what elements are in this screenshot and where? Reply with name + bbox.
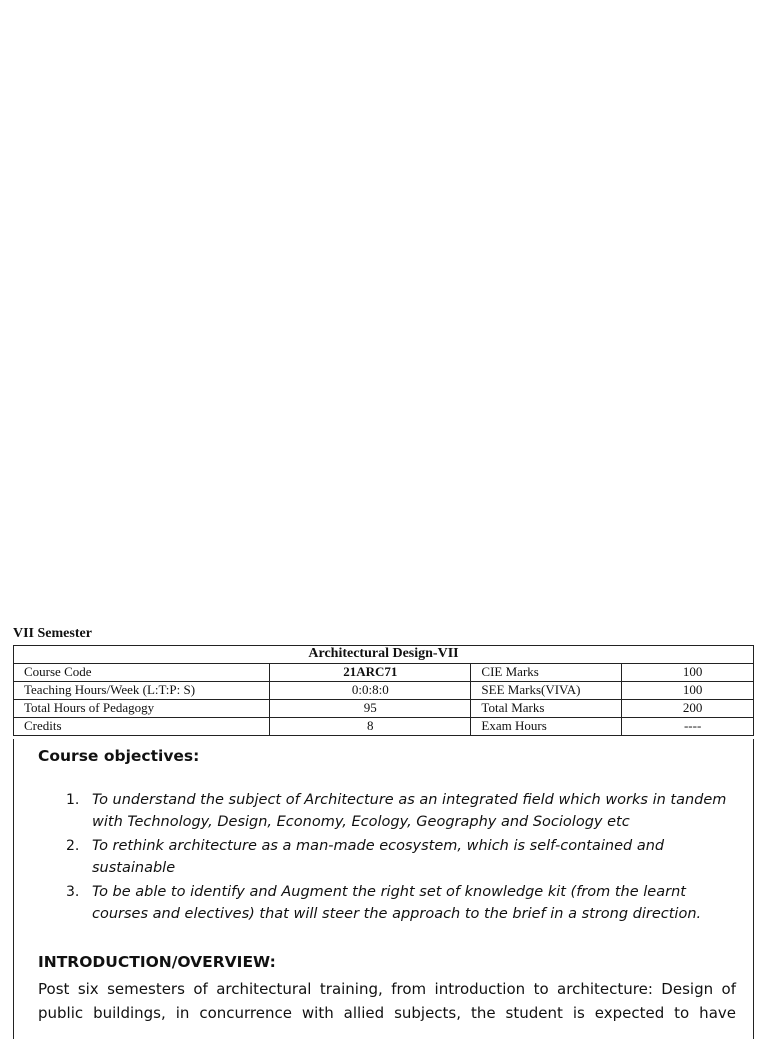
list-item-number: 3.: [66, 884, 80, 900]
table-cell-label: CIE Marks: [471, 664, 622, 682]
table-row: [14, 700, 754, 718]
table-cell-value: ----: [622, 718, 754, 736]
list-item-number: 2.: [66, 838, 80, 854]
table-cell-value: 8: [270, 718, 471, 736]
table-row: [14, 718, 754, 736]
introduction-heading: INTRODUCTION/OVERVIEW:: [38, 953, 276, 971]
introduction-text: Post six semesters of architectural training, from introduction to architecture: Design of public buildings, in concurrence with allied subjects, the student is expected to have: [38, 980, 736, 1022]
list-item-text: To rethink architecture as a man-made ecosystem, which is self-contained and sustainable: [92, 838, 665, 876]
objectives-heading: Course objectives:: [38, 747, 200, 765]
table-cell-label: Course Code: [14, 664, 270, 682]
objectives-list: [66, 789, 736, 927]
list-item: [66, 881, 736, 925]
table-cell-label: Credits: [14, 718, 270, 736]
table-title-row: [14, 646, 754, 664]
table-cell-value: 100: [622, 664, 754, 682]
list-item-number: 1.: [66, 792, 80, 808]
semester-label: VII Semester: [13, 626, 92, 641]
list-item: [66, 835, 736, 879]
course-title: Architectural Design-VII: [14, 646, 754, 664]
table-cell-value: 21ARC71: [270, 664, 471, 682]
table-cell-label: Exam Hours: [471, 718, 622, 736]
table-cell-label: Total Hours of Pedagogy: [14, 700, 270, 718]
table-cell-value: 0:0:8:0: [270, 682, 471, 700]
table-cell-value: 100: [622, 682, 754, 700]
list-item: [66, 789, 736, 833]
table-cell-value: 95: [270, 700, 471, 718]
table-cell-label: SEE Marks(VIVA): [471, 682, 622, 700]
course-content-box: [13, 739, 754, 1039]
table-row: [14, 682, 754, 700]
table-cell-label: Teaching Hours/Week (L:T:P: S): [14, 682, 270, 700]
table-cell-label: Total Marks: [471, 700, 622, 718]
course-details-table: [13, 645, 754, 736]
list-item-text: To be able to identify and Augment the right set of knowledge kit (from the learnt courses and electives) that will steer the approach to the brief in a strong direction.: [92, 884, 702, 922]
table-cell-value: 200: [622, 700, 754, 718]
table-row: [14, 664, 754, 682]
list-item-text: To understand the subject of Architecture as an integrated field which works in tandem with Technology, Design, Economy, Ecology, Geography and Sociology etc: [92, 792, 727, 830]
